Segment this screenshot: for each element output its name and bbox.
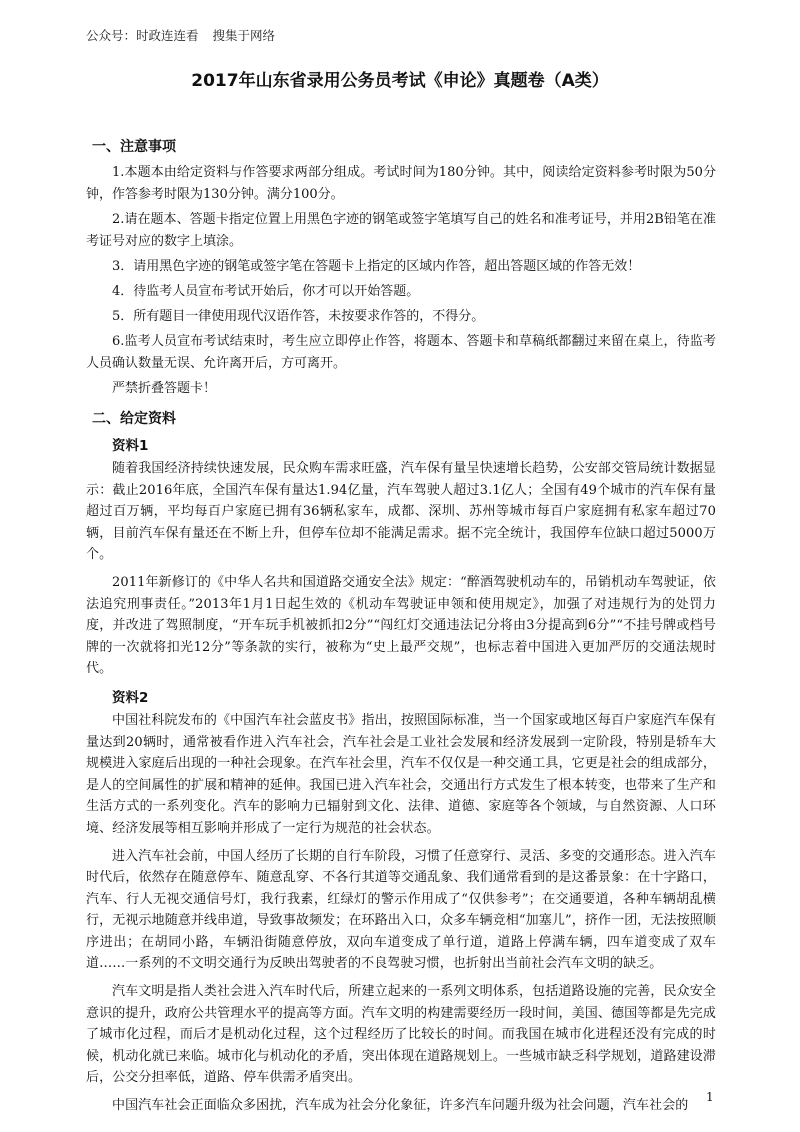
material-paragraph: 中国汽车社会正面临众多困扰，汽车成为社会分化象征，许多汽车问题升级为社会问题，汽车社会的: [112, 1098, 689, 1114]
material-paragraph: 进入汽车社会前，中国人经历了长期的自行车阶段，习惯了任意穿行、灵活、多变的交通形态。进入汽车时代后，依然存在随意停车、随意乱穿、不各行其道等交通乱象、我们通常看到的是这番景象：在十字路口，汽车、行人无视交通信号灯，我行我素，红绿灯的警示作用成了“仅供参考”；在交通要道，各种车辆胡乱横行，无视示地随意并线串道，导致事故频发；在环路出入口，众多车辆竞相“加塞儿”，挤作一团，无法按照顺序进出；在胡同小路，车辆沿街随意停放，双向车道变成了单行道，道路上停满车辆，四车道变成了双车道……一系列的不文明交通行为反映出驾驶者的不良驾驶习惯，也折射出当前社会汽车文明的缺乏。: [86, 848, 716, 972]
strict-warning: 严禁折叠答题卡！: [112, 381, 217, 396]
section-heading-materials: 二、给定资料: [92, 411, 176, 427]
material-paragraph: 中国社科院发布的《中国汽车社会蓝皮书》指出，按照国际标准，当一个国家或地区每百户家庭汽车保有量达到20辆时，通常被看作进入汽车社会，汽车社会是工业社会发展和经济发展到一定阶段，特别是轿车大规模进入家庭后出现的一种社会现象。在汽车社会里，汽车不仅仅是一种交通工具，它更是社会的组成部分，是人的空间属性的扩展和精神的延伸。我国已进入汽车社会，交通出行方式发生了根本转变，也带来了生产和生活方式的一系列变化。汽车的影响力已辐射到文化、法律、道德、家庭等各个领域，与自然资源、人口环境、经济发展等相互影响并形成了一定行为规范的社会状态。: [86, 712, 716, 836]
document-body: [86, 128, 716, 1123]
header-note: [86, 26, 275, 44]
header-collected: 搜集于网络: [212, 28, 276, 43]
material-heading: 资料1: [112, 438, 149, 454]
note-item: 1.本题本由给定资料与作答要求两部分组成。考试时间为180分钟。其中，阅读给定资料参考时限为50分钟，作答参考时限为130分钟。满分100分。: [86, 165, 716, 202]
note-item: 6.监考人员宣布考试结束时，考生应立即停止作答，将题本、答题卡和草稿纸都翻过来留在桌上，待监考人员确认数量无误、允许离开后，方可离开。: [86, 334, 716, 371]
note-item: 3．请用黑色字迹的钢笔或签字笔在答题卡上指定的区域内作答，超出答题区域的作答无效！: [112, 259, 641, 274]
header-source: 公众号：时政连连看: [86, 28, 199, 43]
material-heading: 资料2: [112, 689, 149, 706]
note-item: 4．待监考人员宣布考试开始后，你才可以开始答题。: [112, 284, 420, 299]
material-paragraph: 2011年新修订的《中华人名共和国道路交通安全法》规定：“醉酒驾驶机动车的，吊销机动车驾驶证，依法追究刑事责任。”2013年1月1日起生效的《机动车驾驶证申领和使用规定》，加强了对违规行为的处罚力度，并改进了驾照制度，“开车玩手机被抓扣2分”“闯红灯交通违法记分将由3分提高到6分”“不挂号牌或档号牌的一次就将扣光12分”等条款的实行，被称为“史上最严交规”，也标志着中国进入更加严厉的交通法规时代。: [86, 574, 716, 677]
note-item: 2.请在题本、答题卡指定位置上用黑色字迹的钢笔或签字笔填写自己的姓名和准考证号，并用2B铅笔在准考证号对应的数字上填涂。: [86, 212, 716, 249]
material-paragraph: 随着我国经济持续快速发展，民众购车需求旺盛，汽车保有量呈快速增长趋势，公安部交管局统计数据显示：截止2016年底，全国汽车保有量达1.94亿量，汽车驾驶人超过3.1亿人；全国有49个城市的汽车保有量超过百万辆，平均每百户家庭已拥有36辆私家车，成都、深圳、苏州等城市每百户家庭拥有私家车超过70辆，目前汽车保有量还在不断上升，但停车位却不能满足需求。据不完全统计，我国停车位缺口超过5000万个。: [86, 461, 716, 563]
section-heading-notes: 一、注意事项: [92, 139, 176, 155]
material-paragraph: 汽车文明是指人类社会进入汽车时代后，所建立起来的一系列文明体系，包括道路设施的完善，民众安全意识的提升，政府公共管理水平的提高等方面。汽车文明的构建需要经历一段时间，美国、德国等都是先完成了城市化过程，而后才是机动化过程，这个过程经历了比较长的时间。而我国在城市化进程还没有完成的时候，机动化就已来临。城市化与机动化的矛盾，突出体现在道路规划上。一些城市缺乏科学规划，道路建设滞后，公交分担率低，道路、停车供需矛盾突出。: [86, 984, 716, 1086]
note-item: 5．所有题目一律使用现代汉语作答，未按要求作答的，不得分。: [112, 309, 485, 324]
page-number: 1: [706, 1090, 714, 1104]
page-title: 2017年山东省录用公务员考试《申论》真题卷（A类）: [191, 71, 609, 91]
